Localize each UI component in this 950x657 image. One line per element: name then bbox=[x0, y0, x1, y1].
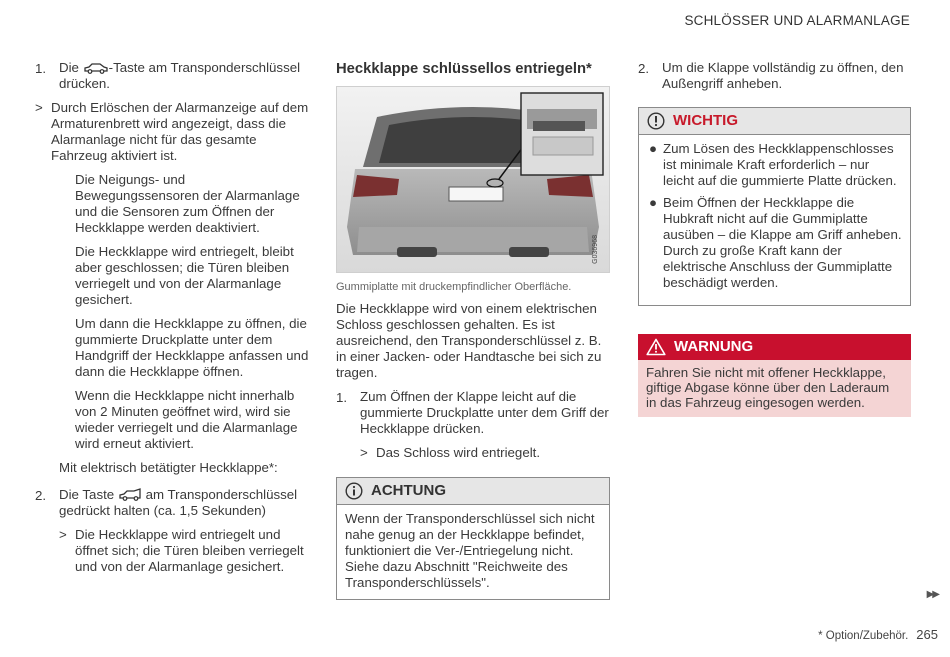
result-text: Das Schloss wird entriegelt. bbox=[376, 445, 541, 460]
result-text: Die Heckklappe wird entriegelt und öffnet sich; die Türen bleiben verriegelt und von der Alarmanlage gesichert. bbox=[75, 527, 304, 574]
result-detail: Um dann die Heckklappe zu öffnen, die gummierte Druckplatte unter dem Handgriff der Heckklappe anfassen und dann die Heckklappe öffnen. bbox=[75, 316, 309, 379]
page-footer bbox=[818, 627, 938, 644]
column-middle bbox=[336, 60, 610, 608]
warning-triangle-icon bbox=[646, 338, 666, 356]
step-2 bbox=[638, 60, 911, 92]
wichtig-bullet: ● Zum Lösen des Heckklappenschlosses ist minimale Kraft erforderlich – nur leicht auf die gummierte Platte drücken. bbox=[649, 141, 897, 188]
step-number: 1. bbox=[336, 390, 348, 405]
option-note: * Option/Zubehör. bbox=[818, 630, 909, 642]
section-title: SCHLÖSSER UND ALARMANLAGE bbox=[684, 13, 910, 28]
exclamation-circle-icon bbox=[647, 112, 665, 130]
achtung-text: Wenn der Transponderschlüssel sich nicht nahe genug an der Heckklappe befindet, funktioniert die Ver-/Entriegelung nicht. Siehe dazu Abschnitt "Reichweite des Transponderschlüssels". bbox=[345, 511, 595, 590]
step-text: Um die Klappe vollständig zu öffnen, den Außengriff anheben. bbox=[662, 60, 904, 91]
figure-caption: Gummiplatte mit druckempfindlicher Oberfläche. bbox=[336, 281, 572, 293]
column-left bbox=[35, 60, 310, 583]
achtung-header bbox=[337, 478, 609, 505]
step-text: Die -Taste am Transponderschlüssel drücken. bbox=[59, 60, 301, 91]
step-number: 1. bbox=[35, 61, 47, 76]
achtung-title: ACHTUNG bbox=[371, 482, 446, 499]
step-result: > Durch Erlöschen der Alarmanzeige auf dem Armaturenbrett wird angezeigt, dass die Alarmanlage nicht für das gesamte Fahrzeug aktiviert ist. bbox=[35, 100, 309, 163]
wichtig-title: WICHTIG bbox=[673, 112, 738, 129]
wichtig-header bbox=[639, 108, 910, 135]
info-circle-icon bbox=[345, 482, 363, 500]
wichtig-bullet: ● Beim Öffnen der Heckklappe die Hubkraft nicht auf die Gummiplatte ausüben – die Klappe am Griff anheben. Durch zu große Kraft kann der elektrische Anschluss der Gummiplatte beschädigt werden. bbox=[649, 195, 902, 290]
figure-code: G036968 bbox=[592, 235, 599, 264]
result-text: Durch Erlöschen der Alarmanzeige auf dem Armaturenbrett wird angezeigt, dass die Alarmanlage nicht für das gesamte Fahrzeug aktiviert ist. bbox=[51, 100, 309, 163]
wichtig-box bbox=[638, 107, 911, 306]
warnung-box bbox=[638, 334, 911, 417]
step-result: > Die Heckklappe wird entriegelt und öffnet sich; die Türen bleiben verriegelt und von der Alarmanlage gesichert. bbox=[59, 527, 310, 575]
result-detail: Die Neigungs- und Bewegungssensoren der Alarmanlage und die Sensoren zum Öffnen der Heckklappe werden deaktiviert. bbox=[75, 172, 300, 235]
result-detail: Wenn die Heckklappe nicht innerhalb von 2 Minuten geöffnet wird, wird sie wieder verriegelt und die Alarmanlage wird erneut aktiviert. bbox=[75, 388, 298, 451]
column-right bbox=[638, 60, 911, 417]
car-unlock-tailgate-icon bbox=[83, 61, 109, 75]
warnung-header bbox=[638, 334, 911, 360]
step-text: Zum Öffnen der Klappe leicht auf die gummierte Druckplatte unter dem Griff der Heckklappe drücken. bbox=[360, 389, 609, 436]
section-heading: Heckklappe schlüssellos entriegeln* bbox=[336, 61, 592, 77]
electric-tailgate-label: Mit elektrisch betätigter Heckklappe*: bbox=[59, 460, 278, 475]
result-details bbox=[35, 172, 310, 452]
step-text: Die Taste am Transponderschlüssel gedrückt halten (ca. 1,5 Sekunden) bbox=[59, 487, 298, 518]
step-result: > Das Schloss wird entriegelt. bbox=[360, 445, 610, 461]
car-tailgate-open-icon bbox=[118, 488, 142, 502]
page-number: 265 bbox=[916, 627, 938, 642]
warnung-text: Fahren Sie nicht mit offener Heckklappe, giftige Abgase könne über den Laderaum in das Fahrzeug eingesogen werden. bbox=[646, 365, 890, 410]
step-1 bbox=[336, 389, 610, 437]
warnung-title: WARNUNG bbox=[674, 338, 754, 355]
result-detail: Die Heckklappe wird entriegelt, bleibt aber geschlossen; die Türen bleiben verriegelt und von der Alarmanlage gesichert. bbox=[75, 244, 294, 307]
tailgate-figure bbox=[336, 86, 610, 273]
step-2 bbox=[35, 487, 310, 519]
achtung-box bbox=[336, 477, 610, 600]
step-number: 2. bbox=[638, 61, 650, 76]
car-rear-illustration bbox=[337, 87, 609, 272]
intro-text: Die Heckklappe wird von einem elektrischen Schloss geschlossen gehalten. Es ist ausreichend, den Transponderschlüssel z. B. in einer Jacken- oder Handtasche bei sich zu tragen. bbox=[336, 301, 602, 380]
next-page-icon[interactable]: ▶▶ bbox=[926, 589, 938, 600]
step-1 bbox=[35, 60, 310, 92]
step-number: 2. bbox=[35, 488, 47, 503]
